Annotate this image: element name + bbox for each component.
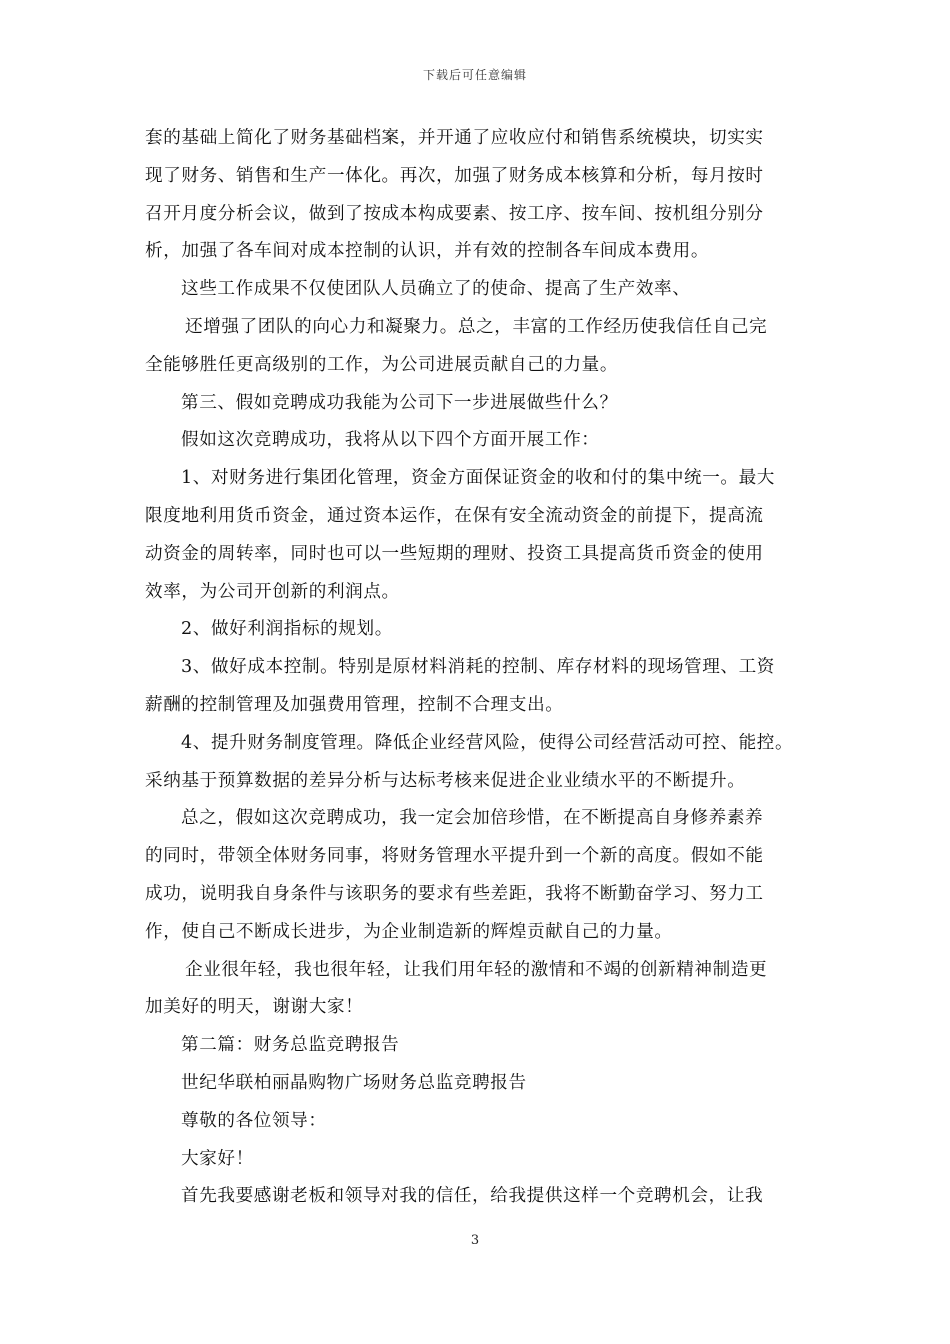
body-line: 动资金的周转率，同时也可以一些短期的理财、投资工具提高货币资金的使用 [145, 543, 764, 564]
body-line: 的同时，带领全体财务同事，将财务管理水平提升到一个新的高度。假如不能 [145, 846, 764, 867]
body-line: 限度地利用货币资金，通过资本运作，在保有安全流动资金的前提下，提高流 [145, 505, 764, 526]
body-line: 假如这次竞聘成功，我将从以下四个方面开展工作： [181, 430, 600, 451]
body-line: 效率，为公司开创新的利润点。 [145, 581, 400, 602]
body-line: 析，加强了各车间对成本控制的认识，并有效的控制各车间成本费用。 [145, 241, 710, 262]
page-number: 3 [470, 1233, 480, 1248]
report-title: 世纪华联柏丽晶购物广场财务总监竞聘报告 [181, 1072, 527, 1093]
body-line: 作，使自己不断成长进步，为企业制造新的辉煌贡献自己的力量。 [145, 921, 673, 942]
body-line: 这些工作成果不仅使团队人员确立了的使命、提高了生产效率、 [181, 279, 691, 300]
greeting: 大家好！ [181, 1148, 254, 1169]
body-line: 薪酬的控制管理及加强费用管理，控制不合理支出。 [145, 694, 564, 715]
body-line: 总之，假如这次竞聘成功，我一定会加倍珍惜，在不断提高自身修养素养 [181, 808, 764, 829]
page-header: 下载后可任意编辑 [422, 68, 527, 82]
list-item: 3、做好成本控制。特别是原材料消耗的控制、库存材料的现场管理、工资 [181, 657, 775, 678]
section-heading: 第三、假如竞聘成功我能为公司下一步进展做些什么？ [181, 392, 618, 413]
salutation: 尊敬的各位领导： [181, 1110, 327, 1131]
body-line: 全能够胜任更高级别的工作，为公司进展贡献自己的力量。 [145, 354, 619, 375]
body-line: 加美好的明天，谢谢大家！ [145, 997, 364, 1018]
list-item: 4、提升财务制度管理。降低企业经营风险，使得公司经营活动可控、能控。 [181, 732, 794, 753]
body-line: 企业很年轻，我也很年轻，让我们用年轻的激情和不竭的创新精神制造更 [185, 959, 768, 980]
body-line: 采纳基于预算数据的差异分析与达标考核来促进企业业绩水平的不断提升。 [145, 770, 746, 791]
body-line: 成功，说明我自身条件与该职务的要求有些差距，我将不断勤奋学习、努力工 [145, 883, 764, 904]
body-line: 召开月度分析会议，做到了按成本构成要素、按工序、按车间、按机组分别分 [145, 203, 764, 224]
list-item: 1、对财务进行集团化管理，资金方面保证资金的收和付的集中统一。最大 [181, 468, 775, 489]
list-item: 2、做好利润指标的规划。 [181, 619, 393, 640]
section-heading: 第二篇：财务总监竞聘报告 [181, 1035, 400, 1056]
document-body [145, 120, 825, 1216]
body-line: 首先我要感谢老板和领导对我的信任，给我提供这样一个竞聘机会，让我 [181, 1186, 764, 1207]
body-line: 套的基础上简化了财务基础档案，并开通了应收应付和销售系统模块，切实实 [145, 128, 764, 148]
body-line: 现了财务、销售和生产一体化。再次，加强了财务成本核算和分析，每月按时 [145, 165, 764, 186]
body-line: 还增强了团队的向心力和凝聚力。总之，丰富的工作经历使我信任自己完 [185, 316, 768, 337]
